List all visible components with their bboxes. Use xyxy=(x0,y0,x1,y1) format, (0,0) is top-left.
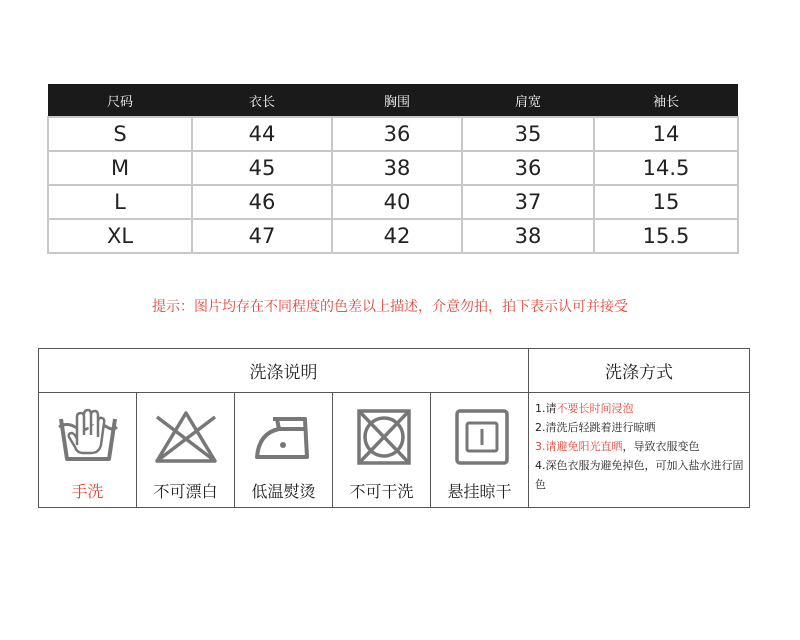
header-sleeve: 袖长 xyxy=(594,84,738,117)
table-cell: 40 xyxy=(332,185,462,219)
hang-dry-icon xyxy=(445,407,515,467)
table-cell: 15.5 xyxy=(594,219,738,253)
table-cell: 45 xyxy=(192,151,332,185)
care-item xyxy=(39,393,137,507)
care-instructions-table xyxy=(38,348,750,508)
method-2: 2.清洗后轻跳着进行晾晒 xyxy=(535,421,656,434)
size-table xyxy=(47,84,739,254)
table-cell: 14 xyxy=(594,117,738,151)
size-table-header xyxy=(48,84,738,117)
table-row xyxy=(48,219,738,253)
header-length: 衣长 xyxy=(192,84,332,117)
low-temp-iron-label: 低温熨烫 xyxy=(251,482,316,501)
no-dry-clean-label: 不可干洗 xyxy=(349,482,414,501)
wash-methods xyxy=(535,399,745,494)
care-instructions-title: 洗涤说明 xyxy=(39,349,529,393)
table-row xyxy=(48,151,738,185)
no-bleach-icon xyxy=(151,407,221,467)
table-cell: 42 xyxy=(332,219,462,253)
method-1-highlight: 不要长时间浸泡 xyxy=(556,402,634,415)
wash-method-title: 洗涤方式 xyxy=(529,349,749,393)
method-3-highlight: 3.请避免阳光直晒 xyxy=(535,440,623,453)
table-cell: 44 xyxy=(192,117,332,151)
table-cell: 37 xyxy=(462,185,594,219)
method-3 xyxy=(535,437,745,456)
hand-wash-icon xyxy=(53,407,123,467)
table-cell: 14.5 xyxy=(594,151,738,185)
disclaimer-notice: 提示：图片均存在不同程度的色差以上描述，介意勿拍，拍下表示认可并接受 xyxy=(152,299,628,315)
hand-wash-label: 手洗 xyxy=(71,482,104,501)
care-item xyxy=(333,393,431,507)
table-cell: 38 xyxy=(332,151,462,185)
table-cell: 36 xyxy=(462,151,594,185)
table-cell: 47 xyxy=(192,219,332,253)
table-row xyxy=(48,185,738,219)
table-cell: 35 xyxy=(462,117,594,151)
table-cell: 46 xyxy=(192,185,332,219)
hang-dry-label: 悬挂晾干 xyxy=(447,482,512,501)
method-1 xyxy=(535,399,745,418)
method-3-rest: ，导致衣服变色 xyxy=(622,440,700,453)
header-size: 尺码 xyxy=(48,84,192,117)
care-item xyxy=(431,393,528,507)
table-cell: 38 xyxy=(462,219,594,253)
table-cell: XL xyxy=(48,219,192,253)
no-dry-clean-icon xyxy=(347,407,417,467)
care-item xyxy=(137,393,235,507)
header-shoulder: 肩宽 xyxy=(462,84,594,117)
table-cell: L xyxy=(48,185,192,219)
low-temp-iron-icon xyxy=(249,407,319,467)
header-chest: 胸围 xyxy=(332,84,462,117)
table-cell: 36 xyxy=(332,117,462,151)
table-cell: M xyxy=(48,151,192,185)
method-4: 4.深色衣服为避免掉色，可加入盐水进行固色 xyxy=(535,459,744,491)
care-icons-row xyxy=(39,393,529,507)
table-cell: 15 xyxy=(594,185,738,219)
care-item xyxy=(235,393,333,507)
method-1-prefix: 1.请 xyxy=(535,402,557,415)
table-cell: S xyxy=(48,117,192,151)
no-bleach-label: 不可漂白 xyxy=(153,482,218,501)
table-row xyxy=(48,117,738,151)
